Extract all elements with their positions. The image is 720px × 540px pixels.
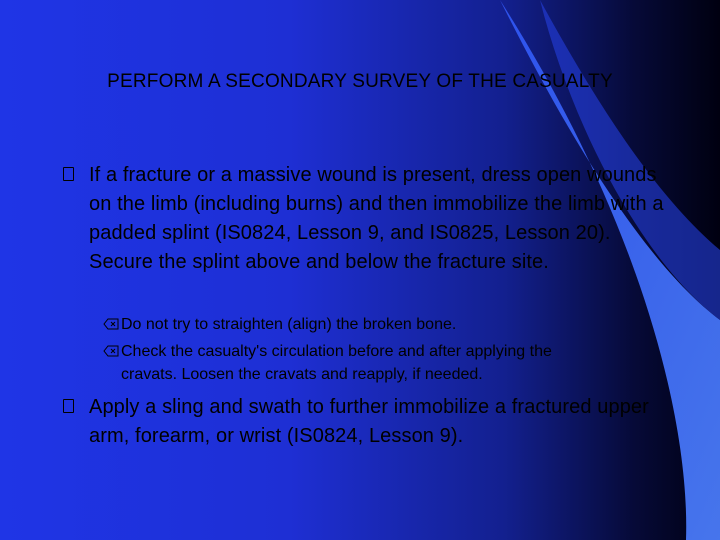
slide-title: PERFORM A SECONDARY SURVEY OF THE CASUALTY [107, 71, 613, 92]
sub-bullet-text-continued: cravats. Loosen the cravats and reapply, if needed. [121, 366, 483, 383]
bullet-item [56, 161, 666, 277]
x-arrow-bullet-icon [103, 318, 119, 330]
square-bullet-icon [62, 399, 75, 413]
sub-bullet-text: Check the casualty's circulation before and after applying the [121, 343, 552, 360]
square-bullet-icon [62, 167, 75, 181]
bullet-text: Apply a sling and swath to further immobilize a fractured upper arm, forearm, or wrist (IS0824, Lesson 9). [89, 396, 649, 447]
sub-bullet-text: Do not try to straighten (align) the broken bone. [121, 316, 457, 333]
sub-bullet-item [103, 313, 673, 336]
x-arrow-bullet-icon [103, 345, 119, 357]
sub-bullet-item [103, 340, 673, 386]
bullet-item [56, 393, 666, 451]
bullet-text: If a fracture or a massive wound is present, dress open wounds on the limb (including burns) and then immobilize the limb with a padded splint (IS0824, Lesson 9, and IS0825, Lesson 20). Secure the splint above and below the fracture site. [89, 164, 664, 273]
